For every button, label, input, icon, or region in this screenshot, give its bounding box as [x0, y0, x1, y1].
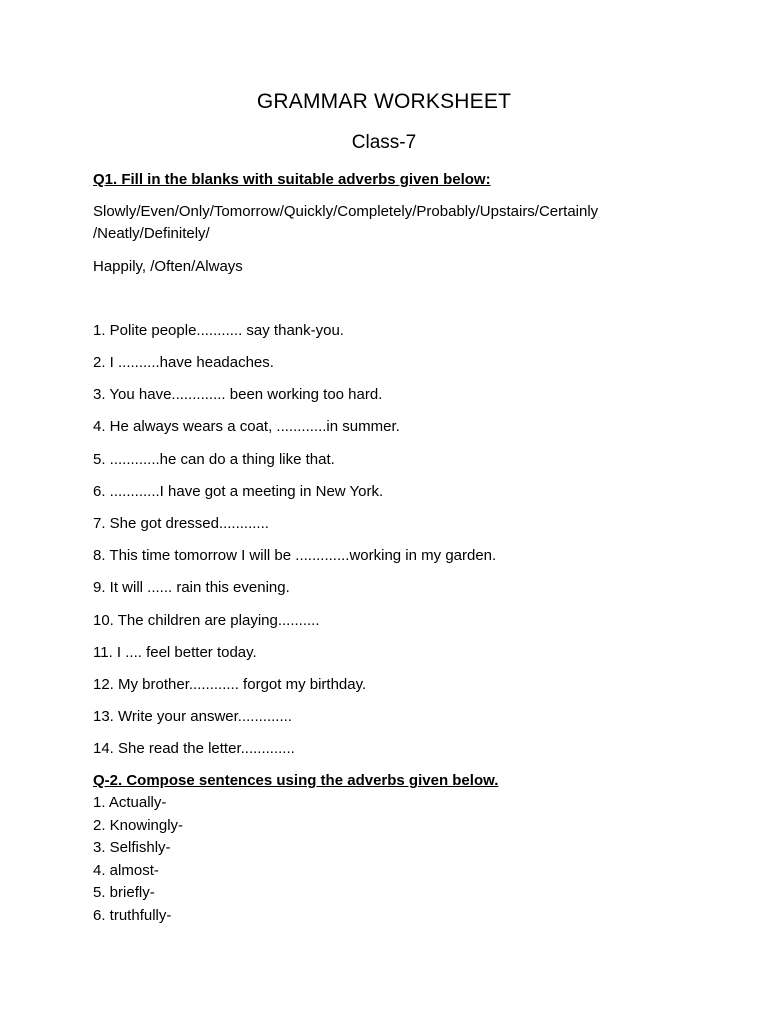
q2-item: 3. Selfishly-: [93, 839, 171, 857]
q2-item: 2. Knowingly-: [93, 816, 184, 834]
q1-item: 8. This time tomorrow I will be .............working in my garden.: [93, 547, 497, 564]
q2-item: 6. truthfully-: [93, 906, 172, 924]
q1-item: 12. My brother............ forgot my birthday.: [93, 676, 367, 693]
q1-item: 2. I ..........have headaches.: [93, 354, 274, 371]
q1-item: 5. ............he can do a thing like that.: [93, 451, 335, 468]
q2-list: [93, 792, 183, 928]
q1-item: 6. ............I have got a meeting in New York.: [93, 483, 384, 500]
q1-item: 3. You have............. been working too hard.: [93, 386, 383, 403]
word-bank-line-2: /Neatly/Definitely/: [93, 225, 210, 242]
q2-item: 4. almost-: [93, 861, 159, 879]
q1-item: 7. She got dressed............: [93, 515, 269, 532]
q1-item: 11. I .... feel better today.: [93, 644, 257, 661]
q1-item: 9. It will ...... rain this evening.: [93, 579, 290, 596]
word-bank-line-3: Happily, /Often/Always: [93, 258, 243, 275]
q2-item: 5. briefly-: [93, 884, 155, 902]
q1-item: 1. Polite people........... say thank-you.: [93, 322, 344, 339]
q2-item: 1. Actually-: [93, 794, 167, 811]
q1-item: 14. She read the letter.............: [93, 740, 295, 757]
q1-item: 10. The children are playing..........: [93, 612, 320, 629]
q2-heading: Q-2. Compose sentences using the adverbs given below.: [93, 772, 499, 789]
word-bank-line-1: Slowly/Even/Only/Tomorrow/Quickly/Completely/Probably/Upstairs/Certainly: [93, 203, 599, 220]
q1-item: 13. Write your answer.............: [93, 708, 292, 725]
class-label: Class-7: [351, 132, 417, 153]
worksheet-title: GRAMMAR WORKSHEET: [256, 90, 512, 113]
q1-item: 4. He always wears a coat, ............in summer.: [93, 418, 400, 435]
q1-heading: Q1. Fill in the blanks with suitable adverbs given below:: [93, 171, 491, 188]
